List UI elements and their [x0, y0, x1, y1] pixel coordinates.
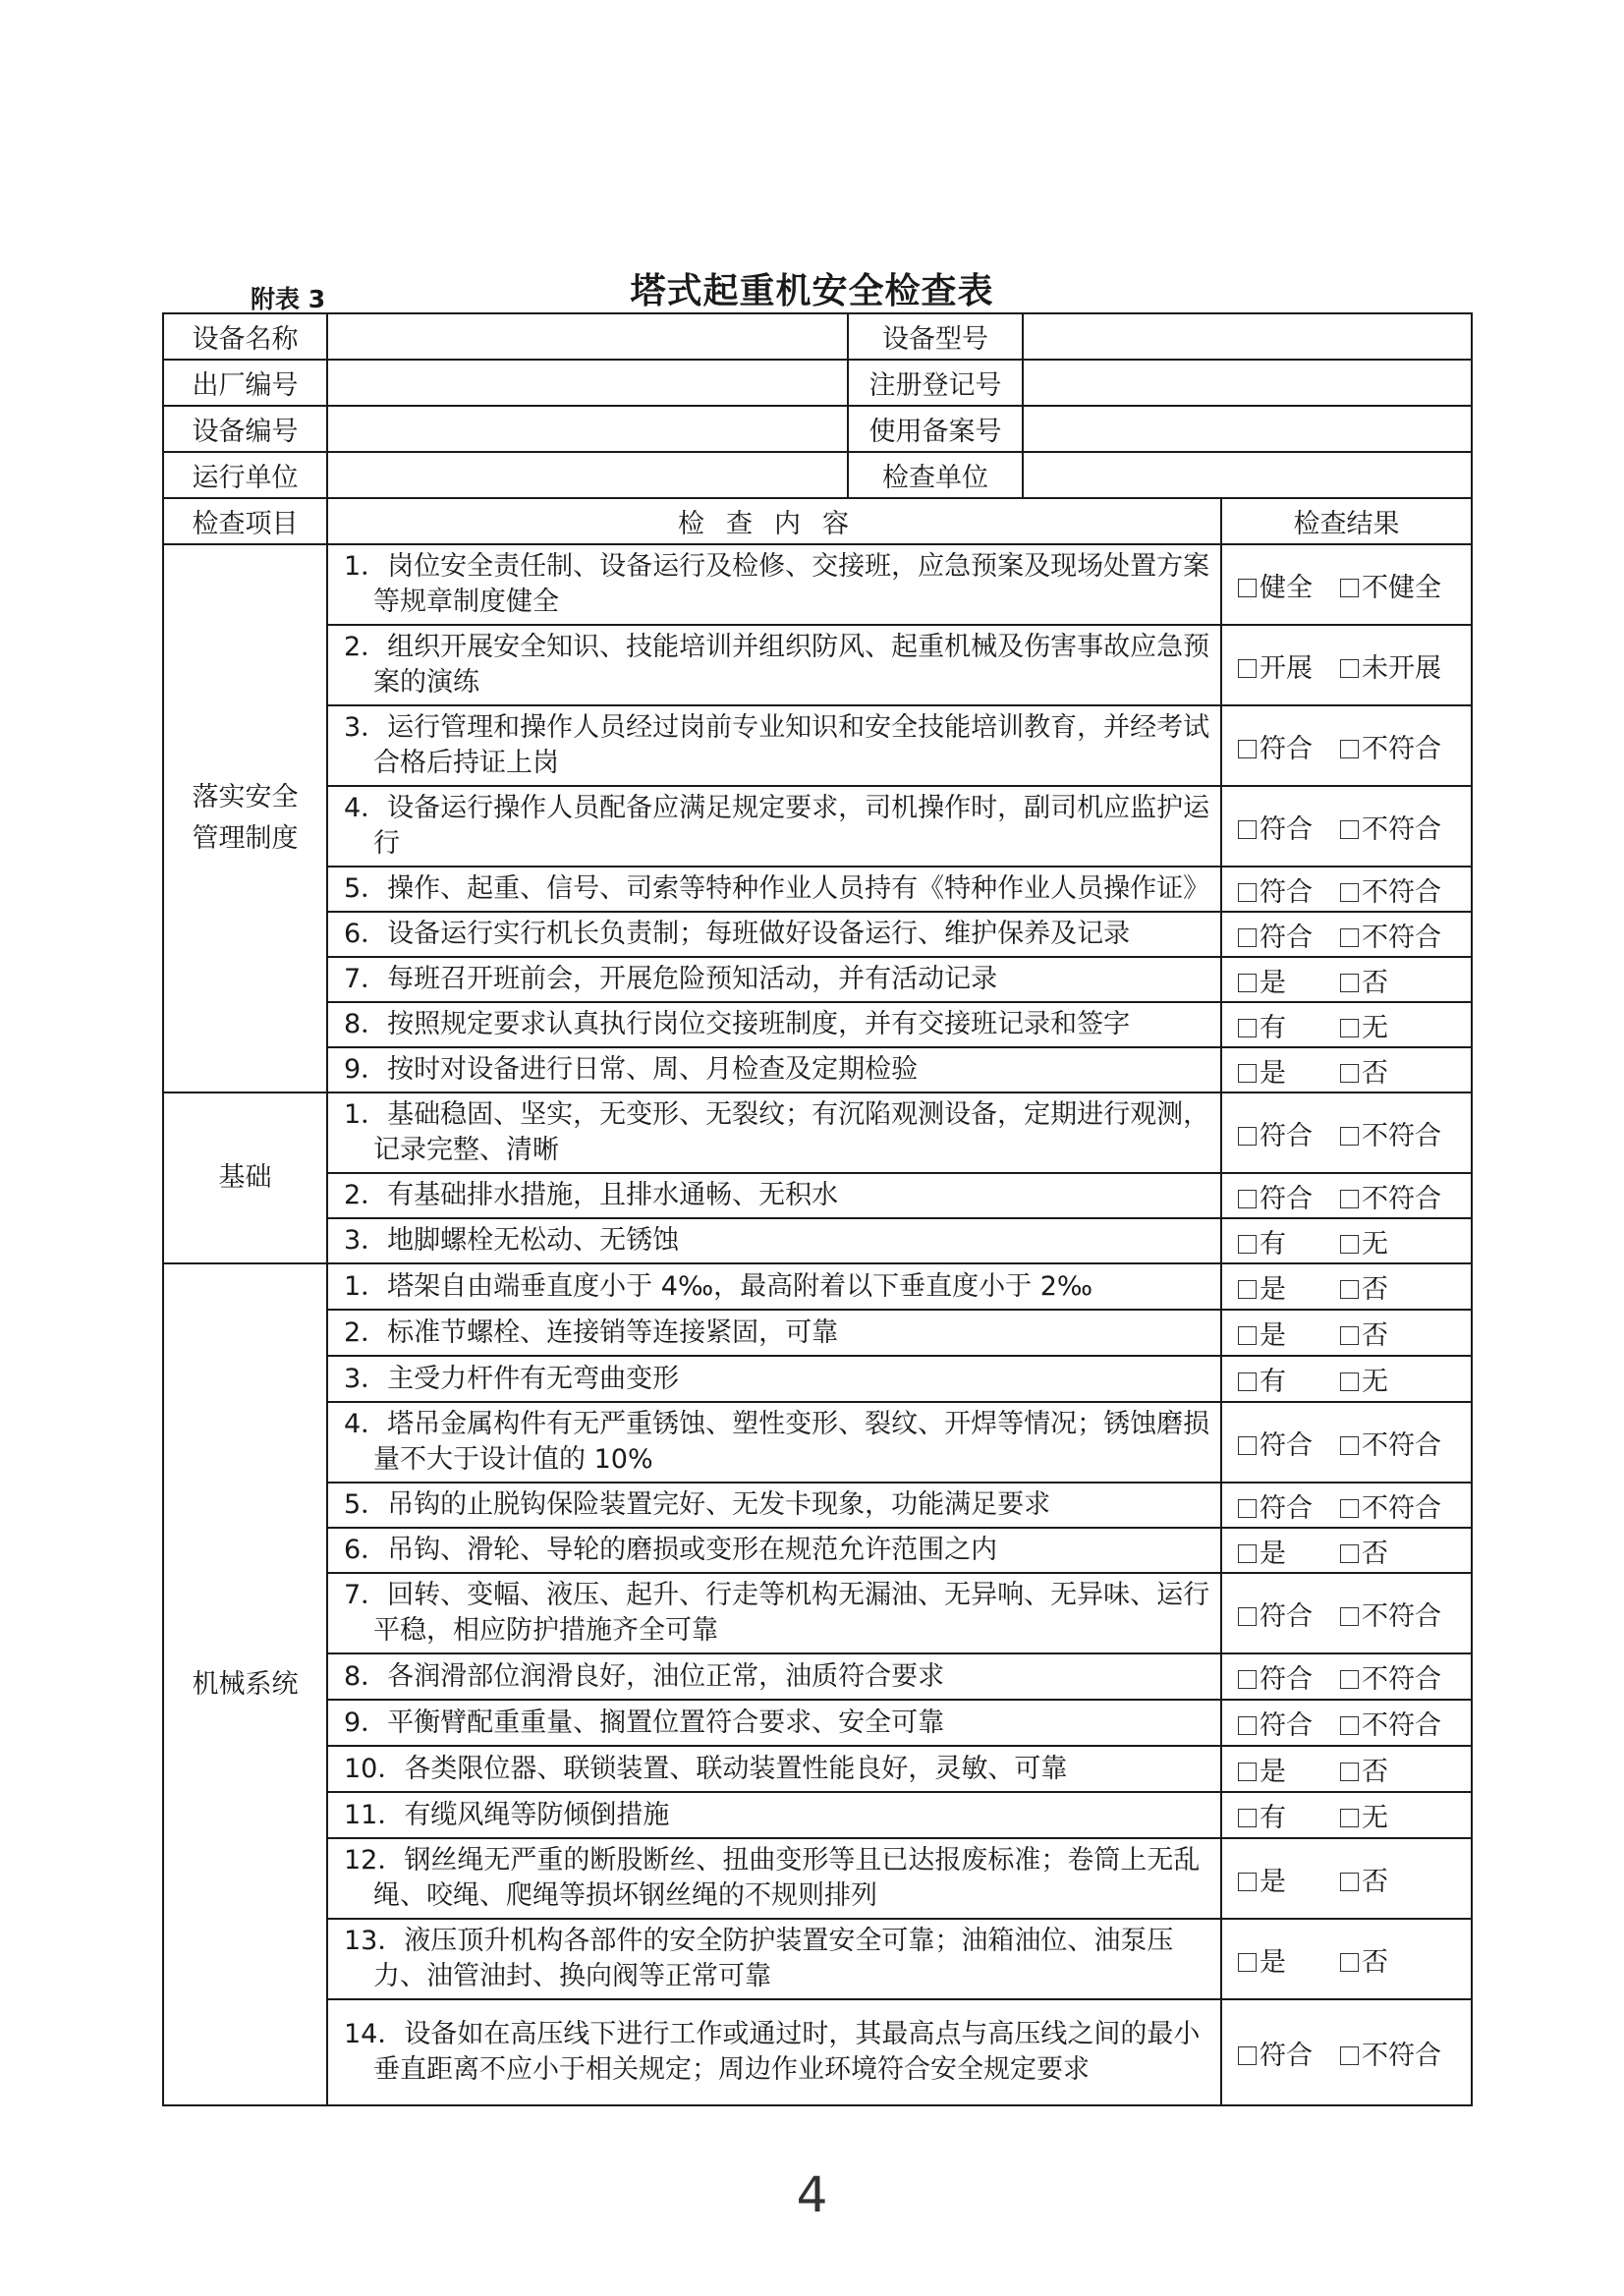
check-item-label: 12．钢丝绳无严重的断股断丝、扭曲变形等且已达报废标准；卷筒上无乱绳、咬绳、爬绳等损坏钢丝绳的不规则排列: [344, 1845, 1201, 1911]
check-row: [163, 1573, 1472, 1653]
check-item-text: [327, 1573, 1221, 1653]
check-item-text: [327, 1092, 1221, 1173]
result-option[interactable]: [1238, 1177, 1340, 1215]
result-option[interactable]: [1340, 2034, 1441, 2072]
checkbox-icon[interactable]: [1340, 740, 1359, 758]
result-option[interactable]: [1238, 1222, 1340, 1260]
checkbox-icon[interactable]: [1340, 820, 1359, 839]
result-option[interactable]: [1238, 916, 1340, 954]
check-item-label: 7．每班召开班前会，开展危险预知活动，并有活动记录: [344, 964, 998, 994]
check-item-label: 4．塔吊金属构件有无严重锈蚀、塑性变形、裂纹、开焊等情况；锈蚀磨损量不大于设计值的 10%: [344, 1409, 1210, 1475]
result-option-label: 符合: [1260, 922, 1313, 953]
check-item-label: 3．主受力杆件有无弯曲变形: [344, 1363, 680, 1394]
appendix-label: 附表 3: [251, 285, 326, 313]
result-option-label: 是: [1260, 1866, 1286, 1897]
result-option-label: 不符合: [1362, 1664, 1441, 1695]
checkbox-icon[interactable]: [1340, 1763, 1359, 1781]
checkbox-icon[interactable]: [1340, 928, 1359, 947]
result-option[interactable]: [1340, 1595, 1441, 1633]
usage-record-number-label: 使用备案号: [848, 406, 1023, 452]
check-item-label: 6．吊钩、滑轮、导轮的磨损或变形在规范允许范围之内: [344, 1535, 998, 1565]
checkbox-icon[interactable]: [1238, 974, 1257, 992]
result-option-label: 有: [1260, 1228, 1286, 1260]
result-option[interactable]: [1340, 727, 1441, 765]
check-result: [1221, 1483, 1472, 1528]
result-option[interactable]: [1340, 1796, 1388, 1834]
checkbox-icon[interactable]: [1238, 1280, 1257, 1299]
result-option-label: 否: [1362, 1538, 1388, 1569]
result-option-label: 健全: [1260, 572, 1313, 603]
factory-number-field[interactable]: [327, 360, 848, 406]
checkbox-icon[interactable]: [1238, 1716, 1257, 1735]
result-option-label: 否: [1362, 1946, 1388, 1978]
result-option[interactable]: [1238, 1595, 1340, 1633]
checkbox-icon[interactable]: [1340, 1372, 1359, 1391]
result-option-label: 不符合: [1362, 922, 1441, 953]
result-option[interactable]: [1340, 1657, 1441, 1696]
checkbox-icon[interactable]: [1340, 2046, 1359, 2065]
check-row: [163, 957, 1472, 1002]
result-option-label: 符合: [1260, 1492, 1313, 1524]
result-option[interactable]: [1340, 1750, 1388, 1788]
checkbox-icon[interactable]: [1340, 1127, 1359, 1146]
check-result: [1221, 544, 1472, 625]
equipment-model-field[interactable]: [1023, 313, 1472, 360]
result-option-label: 不符合: [1362, 1429, 1441, 1461]
checkbox-icon[interactable]: [1340, 579, 1359, 597]
result-option[interactable]: [1340, 961, 1388, 999]
check-result: [1221, 1218, 1472, 1263]
usage-record-number-field[interactable]: [1023, 406, 1472, 452]
result-option[interactable]: [1238, 1486, 1340, 1525]
result-option[interactable]: [1238, 1657, 1340, 1696]
check-item-label: 2．组织开展安全知识、技能培训并组织防风、起重机械及伤害事故应急预案的演练: [344, 632, 1210, 698]
operating-unit-field[interactable]: [327, 452, 848, 498]
check-item-text: [327, 1173, 1221, 1218]
check-item-label: 8．各润滑部位润滑良好，油位正常，油质符合要求: [344, 1660, 945, 1692]
result-option[interactable]: [1238, 808, 1340, 846]
checkbox-icon[interactable]: [1238, 928, 1257, 947]
check-item-label: 8．按照规定要求认真执行岗位交接班制度，并有交接班记录和签字: [344, 1009, 1131, 1039]
equipment-name-label: 设备名称: [163, 313, 327, 360]
inspection-table: [162, 312, 1473, 2106]
equipment-number-field[interactable]: [327, 406, 848, 452]
checkbox-icon[interactable]: [1238, 1372, 1257, 1391]
factory-number-label: 出厂编号: [163, 360, 327, 406]
check-item-text: [327, 912, 1221, 957]
check-result: [1221, 1047, 1472, 1092]
check-row: [163, 1792, 1472, 1838]
result-option-label: 不符合: [1362, 876, 1441, 908]
result-option[interactable]: [1340, 1360, 1388, 1398]
check-row: [163, 625, 1472, 705]
result-option-label: 不符合: [1362, 2040, 1441, 2071]
checkbox-icon[interactable]: [1238, 820, 1257, 839]
check-item-label: 3．地脚螺栓无松动、无锈蚀: [344, 1225, 680, 1256]
checkbox-icon[interactable]: [1238, 740, 1257, 758]
result-option-label: 否: [1362, 967, 1388, 998]
check-item-label: 2．有基础排水措施，且排水通畅、无积水: [344, 1180, 839, 1210]
document-title: 塔式起重机安全检查表: [630, 271, 994, 311]
check-result: [1221, 1173, 1472, 1218]
check-result: [1221, 1356, 1472, 1402]
checkbox-icon[interactable]: [1340, 1190, 1359, 1208]
equipment-model-label: 设备型号: [848, 313, 1023, 360]
result-option-label: 无: [1362, 1012, 1388, 1043]
check-result: [1221, 705, 1472, 786]
check-result: [1221, 1573, 1472, 1653]
result-option[interactable]: [1340, 1314, 1388, 1352]
check-item-text: [327, 705, 1221, 786]
registration-number-field[interactable]: [1023, 360, 1472, 406]
check-result: [1221, 1402, 1472, 1483]
check-row: [163, 1700, 1472, 1746]
checkbox-icon[interactable]: [1340, 883, 1359, 902]
check-item-text: [327, 1919, 1221, 1999]
check-row: [163, 1999, 1472, 2105]
result-option-label: 符合: [1260, 1183, 1313, 1214]
result-option-label: 不符合: [1362, 1492, 1441, 1524]
check-item-text: [327, 1999, 1221, 2105]
header-item: 检查项目: [163, 498, 327, 544]
result-option-label: 未开展: [1362, 652, 1441, 684]
checkbox-icon[interactable]: [1340, 659, 1359, 678]
category-label: 基础: [218, 1162, 272, 1193]
result-option[interactable]: [1238, 1006, 1340, 1044]
result-option-label: 否: [1362, 1057, 1388, 1089]
category-label: 落实安全: [192, 782, 299, 812]
check-result: [1221, 1746, 1472, 1792]
checkbox-icon[interactable]: [1238, 1064, 1257, 1083]
check-item-label: 4．设备运行操作人员配备应满足规定要求，司机操作时，副司机应监护运行: [344, 793, 1210, 859]
result-option-label: 否: [1362, 1320, 1388, 1351]
check-item-text: [327, 1746, 1221, 1792]
result-option[interactable]: [1238, 1532, 1340, 1570]
check-result: [1221, 786, 1472, 867]
info-row: [163, 360, 1472, 406]
check-row: [163, 1653, 1472, 1700]
result-option[interactable]: [1238, 1114, 1340, 1152]
checkbox-icon[interactable]: [1238, 2046, 1257, 2065]
check-item-label: 2．标准节螺栓、连接销等连接紧固，可靠: [344, 1316, 839, 1348]
category-cell: [163, 1263, 327, 2105]
result-option-label: 开展: [1260, 652, 1313, 684]
info-row: [163, 313, 1472, 360]
check-row: [163, 1483, 1472, 1528]
checkbox-icon[interactable]: [1238, 1873, 1257, 1891]
check-row: [163, 1002, 1472, 1047]
result-option[interactable]: [1238, 2034, 1340, 2072]
result-option[interactable]: [1340, 1114, 1441, 1152]
result-option-label: 符合: [1260, 1429, 1313, 1461]
check-row: [163, 1528, 1472, 1573]
result-option-label: 是: [1260, 1538, 1286, 1569]
result-option-label: 不符合: [1362, 1120, 1441, 1151]
result-option[interactable]: [1238, 1704, 1340, 1742]
check-item-label: 3．运行管理和操作人员经过岗前专业知识和安全技能培训教育，并经考试合格后持证上岗: [344, 712, 1210, 778]
check-result: [1221, 1838, 1472, 1919]
inspection-unit-label: 检查单位: [848, 452, 1023, 498]
result-option[interactable]: [1340, 1051, 1388, 1090]
result-option[interactable]: [1238, 1424, 1340, 1462]
result-option[interactable]: [1340, 1940, 1388, 1979]
check-row: [163, 1092, 1472, 1173]
result-option[interactable]: [1340, 1267, 1388, 1306]
result-option-label: 无: [1362, 1228, 1388, 1260]
check-item-text: [327, 1002, 1221, 1047]
check-row: [163, 1218, 1472, 1263]
checkbox-icon[interactable]: [1340, 1607, 1359, 1626]
result-option-label: 是: [1260, 1320, 1286, 1351]
check-result: [1221, 1919, 1472, 1999]
check-row: [163, 544, 1472, 625]
result-option-label: 无: [1362, 1803, 1388, 1833]
check-item-text: [327, 1218, 1221, 1263]
result-option-label: 符合: [1260, 1710, 1313, 1741]
result-option-label: 无: [1362, 1367, 1388, 1397]
equipment-number-label: 设备编号: [163, 406, 327, 452]
category-label: 机械系统: [192, 1668, 299, 1700]
checkbox-icon[interactable]: [1238, 1809, 1257, 1827]
check-result: [1221, 912, 1472, 957]
result-option[interactable]: [1238, 1267, 1340, 1306]
check-row: [163, 1310, 1472, 1356]
checkbox-icon[interactable]: [1340, 1499, 1359, 1518]
check-item-text: [327, 1700, 1221, 1746]
equipment-name-field[interactable]: [327, 313, 848, 360]
checkbox-icon[interactable]: [1238, 883, 1257, 902]
result-option-label: 不符合: [1362, 1183, 1441, 1214]
check-item-text: [327, 1310, 1221, 1356]
inspection-unit-field[interactable]: [1023, 452, 1472, 498]
result-option-label: 符合: [1260, 813, 1313, 845]
check-result: [1221, 1653, 1472, 1700]
check-item-label: 9．平衡臂配重重量、搁置位置符合要求、安全可靠: [344, 1707, 945, 1738]
result-option[interactable]: [1238, 1314, 1340, 1352]
checkbox-icon[interactable]: [1238, 1607, 1257, 1626]
checkbox-icon[interactable]: [1238, 1326, 1257, 1345]
check-row: [163, 1047, 1472, 1092]
check-item-label: 11．有缆风绳等防倾倒措施: [344, 1799, 670, 1830]
result-option[interactable]: [1340, 916, 1441, 954]
checkbox-icon[interactable]: [1238, 1190, 1257, 1208]
check-item-text: [327, 1838, 1221, 1919]
header-content: 检查内容: [327, 498, 1221, 544]
checkbox-icon[interactable]: [1340, 1953, 1359, 1972]
check-item-label: 1．塔架自由端垂直度小于 4‰，最高附着以下垂直度小于 2‰: [344, 1270, 1093, 1302]
result-option-label: 不符合: [1362, 733, 1441, 764]
checkbox-icon[interactable]: [1238, 1544, 1257, 1563]
operating-unit-label: 运行单位: [163, 452, 327, 498]
category-label: 管理制度: [192, 823, 299, 854]
result-option-label: 符合: [1260, 1600, 1313, 1632]
result-option[interactable]: [1340, 1177, 1441, 1215]
result-option[interactable]: [1238, 1860, 1340, 1898]
category-cell: [163, 1092, 327, 1263]
check-item-label: 14．设备如在高压线下进行工作或通过时，其最高点与高压线之间的最小垂直距离不应小于相关规定；周边作业环境符合安全规定要求: [344, 2019, 1201, 2085]
checkbox-icon[interactable]: [1340, 1019, 1359, 1037]
result-option[interactable]: [1238, 1051, 1340, 1090]
checkbox-icon[interactable]: [1340, 1809, 1359, 1827]
check-result: [1221, 1999, 1472, 2105]
checkbox-icon[interactable]: [1340, 1064, 1359, 1083]
result-option[interactable]: [1238, 961, 1340, 999]
check-item-text: [327, 1653, 1221, 1700]
category-cell: [163, 544, 327, 1092]
check-item-label: 5．操作、起重、信号、司索等特种作业人员持有《特种作业人员操作证》: [344, 873, 1210, 904]
check-item-text: [327, 1483, 1221, 1528]
result-option[interactable]: [1238, 1360, 1340, 1398]
check-result: [1221, 1092, 1472, 1173]
checkbox-icon[interactable]: [1238, 1670, 1257, 1689]
checkbox-icon[interactable]: [1238, 1499, 1257, 1518]
checkbox-icon[interactable]: [1340, 1670, 1359, 1689]
checkbox-icon[interactable]: [1340, 1873, 1359, 1891]
check-row: [163, 1746, 1472, 1792]
check-result: [1221, 1310, 1472, 1356]
check-item-label: 6．设备运行实行机长负责制；每班做好设备运行、维护保养及记录: [344, 919, 1131, 949]
result-option-label: 否: [1362, 1757, 1388, 1787]
result-option-label: 是: [1260, 967, 1286, 998]
checkbox-icon[interactable]: [1340, 1436, 1359, 1455]
result-option[interactable]: [1238, 1940, 1340, 1979]
checkbox-icon[interactable]: [1238, 1019, 1257, 1037]
info-row: [163, 452, 1472, 498]
result-option-label: 是: [1260, 1057, 1286, 1089]
check-item-label: 10．各类限位器、联锁装置、联动装置性能良好，灵敏、可靠: [344, 1753, 1068, 1784]
check-row: [163, 867, 1472, 912]
result-option-label: 不健全: [1362, 572, 1441, 603]
check-item-label: 9．按时对设备进行日常、周、月检查及定期检验: [344, 1054, 919, 1085]
checkbox-icon[interactable]: [1238, 1127, 1257, 1146]
result-option[interactable]: [1340, 1704, 1441, 1742]
check-item-label: 13．液压顶升机构各部件的安全防护装置安全可靠；油箱油位、油泵压力、油管油封、换向阀等正常可靠: [344, 1926, 1174, 1991]
result-option[interactable]: [1238, 646, 1340, 685]
check-result: [1221, 1700, 1472, 1746]
check-item-text: [327, 867, 1221, 912]
check-item-text: [327, 1402, 1221, 1483]
checkbox-icon[interactable]: [1238, 659, 1257, 678]
result-option[interactable]: [1238, 727, 1340, 765]
result-option[interactable]: [1238, 566, 1340, 604]
info-row: [163, 406, 1472, 452]
checkbox-icon[interactable]: [1340, 1280, 1359, 1299]
result-option[interactable]: [1238, 870, 1340, 909]
check-result: [1221, 1002, 1472, 1047]
result-option-label: 是: [1260, 1946, 1286, 1978]
result-option[interactable]: [1340, 1860, 1388, 1898]
check-item-text: [327, 625, 1221, 705]
result-option-label: 否: [1362, 1274, 1388, 1305]
check-item-text: [327, 1263, 1221, 1310]
result-option-label: 符合: [1260, 1664, 1313, 1695]
check-row: [163, 1919, 1472, 1999]
header-row: [163, 498, 1472, 544]
result-option[interactable]: [1340, 870, 1441, 909]
checkbox-icon[interactable]: [1238, 1763, 1257, 1781]
check-result: [1221, 867, 1472, 912]
check-item-label: 1．岗位安全责任制、设备运行及检修、交接班，应急预案及现场处置方案等规章制度健全: [344, 551, 1210, 617]
result-option[interactable]: [1340, 1222, 1388, 1260]
check-item-text: [327, 786, 1221, 867]
result-option-label: 有: [1260, 1803, 1286, 1833]
check-item-text: [327, 1356, 1221, 1402]
checkbox-icon[interactable]: [1340, 974, 1359, 992]
check-row: [163, 1402, 1472, 1483]
checkbox-icon[interactable]: [1238, 1953, 1257, 1972]
header-result: 检查结果: [1221, 498, 1472, 544]
result-option-label: 不符合: [1362, 1600, 1441, 1632]
check-result: [1221, 1263, 1472, 1310]
check-item-text: [327, 544, 1221, 625]
result-option-label: 不符合: [1362, 813, 1441, 845]
checkbox-icon[interactable]: [1238, 1436, 1257, 1455]
check-result: [1221, 625, 1472, 705]
result-option-label: 符合: [1260, 1120, 1313, 1151]
check-item-label: 7．回转、变幅、液压、起升、行走等机构无漏油、无异响、无异味、运行平稳，相应防护措施齐全可靠: [344, 1580, 1210, 1646]
checkbox-icon[interactable]: [1238, 1235, 1257, 1254]
check-row: [163, 705, 1472, 786]
result-option-label: 有: [1260, 1367, 1286, 1397]
check-row: [163, 912, 1472, 957]
check-result: [1221, 957, 1472, 1002]
check-result: [1221, 1792, 1472, 1838]
result-option[interactable]: [1340, 808, 1441, 846]
result-option-label: 是: [1260, 1274, 1286, 1305]
page-number: 4: [796, 2166, 828, 2223]
check-row: [163, 1356, 1472, 1402]
checkbox-icon[interactable]: [1340, 1326, 1359, 1345]
checkbox-icon[interactable]: [1238, 579, 1257, 597]
result-option[interactable]: [1340, 1424, 1441, 1462]
result-option-label: 不符合: [1362, 1710, 1441, 1741]
result-option[interactable]: [1238, 1796, 1340, 1834]
result-option[interactable]: [1340, 566, 1441, 604]
result-option[interactable]: [1238, 1750, 1340, 1788]
check-row: [163, 1263, 1472, 1310]
result-option-label: 否: [1362, 1866, 1388, 1897]
result-option-label: 符合: [1260, 876, 1313, 908]
registration-number-label: 注册登记号: [848, 360, 1023, 406]
check-row: [163, 1173, 1472, 1218]
check-item-text: [327, 957, 1221, 1002]
result-option-label: 符合: [1260, 733, 1313, 764]
result-option-label: 是: [1260, 1757, 1286, 1787]
check-row: [163, 1838, 1472, 1919]
result-option[interactable]: [1340, 1532, 1388, 1570]
result-option[interactable]: [1340, 1486, 1441, 1525]
result-option-label: 符合: [1260, 2040, 1313, 2071]
result-option[interactable]: [1340, 646, 1441, 685]
check-item-label: 5．吊钩的止脱钩保险装置完好、无发卡现象，功能满足要求: [344, 1489, 1051, 1520]
check-item-label: 1．基础稳固、坚实，无变形、无裂纹；有沉陷观测设备，定期进行观测，记录完整、清晰: [344, 1099, 1210, 1165]
checkbox-icon[interactable]: [1340, 1544, 1359, 1563]
result-option-label: 有: [1260, 1012, 1286, 1043]
check-row: [163, 786, 1472, 867]
result-option[interactable]: [1340, 1006, 1388, 1044]
check-item-text: [327, 1792, 1221, 1838]
checkbox-icon[interactable]: [1340, 1716, 1359, 1735]
checkbox-icon[interactable]: [1340, 1235, 1359, 1254]
check-item-text: [327, 1047, 1221, 1092]
check-item-text: [327, 1528, 1221, 1573]
check-result: [1221, 1528, 1472, 1573]
